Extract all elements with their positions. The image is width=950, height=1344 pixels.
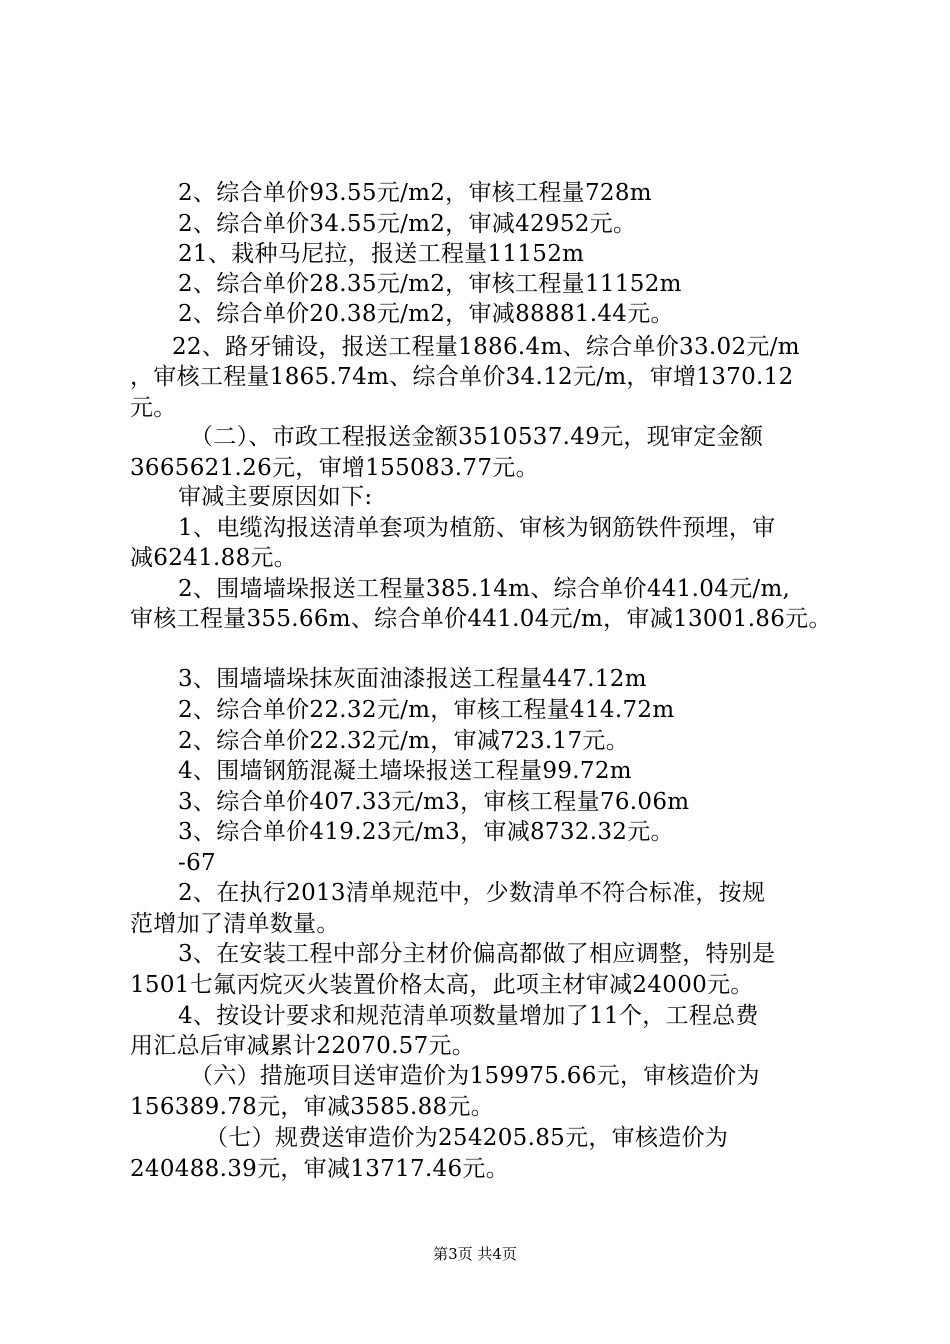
text-line: 3、围墙墙垛抹灰面油漆报送工程量447.12m xyxy=(178,666,647,692)
text-line: 2、综合单价28.35元/m2，审核工程量11152m xyxy=(178,271,682,297)
text-line: （七）规费送审造价为254205.85元，审核造价为 xyxy=(205,1125,729,1151)
text-line: （二）、市政工程报送金额3510537.49元，现审定金额 xyxy=(190,424,764,450)
text-line: 22、路牙铺设，报送工程量1886.4m、综合单价33.02元/m xyxy=(172,334,800,360)
text-line: ，审核工程量1865.74m、综合单价34.12元/m，审增1370.12 xyxy=(130,364,794,390)
text-line: 用汇总后审减累计22070.57元。 xyxy=(130,1033,476,1059)
text-line: 元。 xyxy=(130,395,177,421)
text-line: 2、综合单价93.55元/m2，审核工程量728m xyxy=(178,180,652,206)
text-line: 3665621.26元，审增155083.77元。 xyxy=(130,455,539,481)
text-line: 2、综合单价34.55元/m2，审减42952元。 xyxy=(178,211,637,237)
text-line: 3、综合单价407.33元/m3，审核工程量76.06m xyxy=(178,789,690,815)
text-line: 范增加了清单数量。 xyxy=(130,911,340,937)
text-line: -67 xyxy=(178,850,216,876)
text-line: 1501七氟丙烷灭火装置价格太高，此项主材审减24000元。 xyxy=(130,972,754,998)
text-line: （六）措施项目送审造价为159975.66元，审核造价为 xyxy=(190,1063,760,1089)
text-line: 2、在执行2013清单规范中，少数清单不符合标准，按规 xyxy=(178,880,766,906)
text-line: 2、综合单价22.32元/m，审减723.17元。 xyxy=(178,728,630,754)
text-line: 2、围墙墙垛报送工程量385.14m、综合单价441.04元/m, xyxy=(178,576,791,602)
text-line: 21、栽种马尼拉，报送工程量11152m xyxy=(178,241,585,267)
text-line: 240488.39元，审减13717.46元。 xyxy=(130,1156,510,1182)
text-line: 4、按设计要求和规范清单项数量增加了11个，工程总费 xyxy=(178,1003,759,1029)
text-line: 2、综合单价20.38元/m2，审减88881.44元。 xyxy=(178,301,674,327)
text-line: 2、综合单价22.32元/m，审核工程量414.72m xyxy=(178,697,675,723)
text-line: 3、综合单价419.23元/m3，审减8732.32元。 xyxy=(178,819,674,845)
page-number-footer: 第3页 共4页 xyxy=(433,1245,517,1263)
text-line: 1、电缆沟报送清单套项为植筋、审核为钢筋铁件预埋，审 xyxy=(178,515,776,541)
text-line: 156389.78元，审减3585.88元。 xyxy=(130,1094,495,1120)
text-line: 审减主要原因如下: xyxy=(178,484,373,510)
text-line: 减6241.88元。 xyxy=(130,545,298,571)
text-line: 3、在安装工程中部分主材价偏高都做了相应调整，特别是 xyxy=(178,941,776,967)
text-line: 审核工程量355.66m、综合单价441.04元/m，审减13001.86元。 xyxy=(130,606,832,632)
text-line: 4、围墙钢筋混凝土墙垛报送工程量99.72m xyxy=(178,758,632,784)
